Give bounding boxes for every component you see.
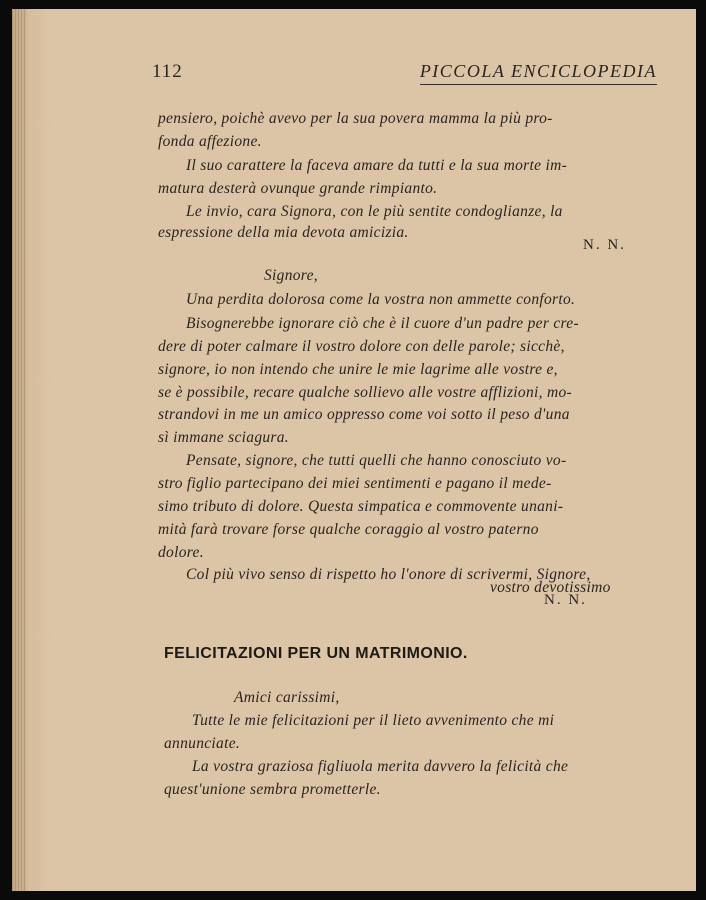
signature: N. N. <box>583 237 626 253</box>
text-line: Col più vivo senso di rispetto ho l'onore di scrivermi, Signore, <box>186 566 591 583</box>
section-heading: FELICITAZIONI PER UN MATRIMONIO. <box>164 645 468 662</box>
text-line: simo tributo di dolore. Questa simpatica e commovente unani- <box>158 498 564 515</box>
text-line: dere di poter calmare il vostro dolore con delle parole; sicchè, <box>158 338 565 355</box>
text-line: Il suo carattere la faceva amare da tutti e la sua morte im- <box>186 157 568 174</box>
text-line: pensiero, poichè avevo per la sua povera mamma la più pro- <box>158 110 553 127</box>
page-edge <box>12 9 26 891</box>
text-line: Tutte le mie felicitazioni per il lieto avvenimento che mi <box>192 712 555 729</box>
page-number: 112 <box>152 61 183 82</box>
text-line: strandovi in me un amico oppresso come voi sotto il peso d'una <box>158 406 570 423</box>
text-line: mità farà trovare forse qualche coraggio al vostro paterno <box>158 521 539 538</box>
text-line: espressione della mia devota amicizia. <box>158 224 409 241</box>
text-line: annunciate. <box>164 735 241 752</box>
signature: N. N. <box>544 592 587 608</box>
text-line: dolore. <box>158 544 204 561</box>
text-line: Una perdita dolorosa come la vostra non ammette conforto. <box>186 291 576 308</box>
text-line: stro figlio partecipano dei miei sentimenti e pagano il mede- <box>158 475 552 492</box>
book-page <box>12 9 696 891</box>
running-title: PICCOLA ENCICLOPEDIA <box>420 61 657 85</box>
text-line: matura desterà ovunque grande rimpianto. <box>158 180 438 197</box>
text-line: Pensate, signore, che tutti quelli che hanno conosciuto vo- <box>186 452 567 469</box>
text-line: fonda affezione. <box>158 133 262 150</box>
page-header <box>152 61 657 91</box>
salutation: Amici carissimi, <box>234 689 340 706</box>
closing: vostro devotissimo <box>490 579 611 596</box>
text-line: sì immane sciagura. <box>158 429 289 446</box>
text-line: signore, io non intendo che unire le mie lagrime alle vostre e, <box>158 361 558 378</box>
text-line: quest'unione sembra prometterle. <box>164 781 381 798</box>
text-line: La vostra graziosa figliuola merita davvero la felicità che <box>192 758 569 775</box>
text-line: Le invio, cara Signora, con le più sentite condoglianze, la <box>186 203 563 220</box>
salutation: Signore, <box>264 267 318 284</box>
text-line: se è possibile, recare qualche sollievo alle vostre afflizioni, mo- <box>158 384 572 401</box>
text-line: Bisognerebbe ignorare ciò che è il cuore d'un padre per cre- <box>186 315 579 332</box>
